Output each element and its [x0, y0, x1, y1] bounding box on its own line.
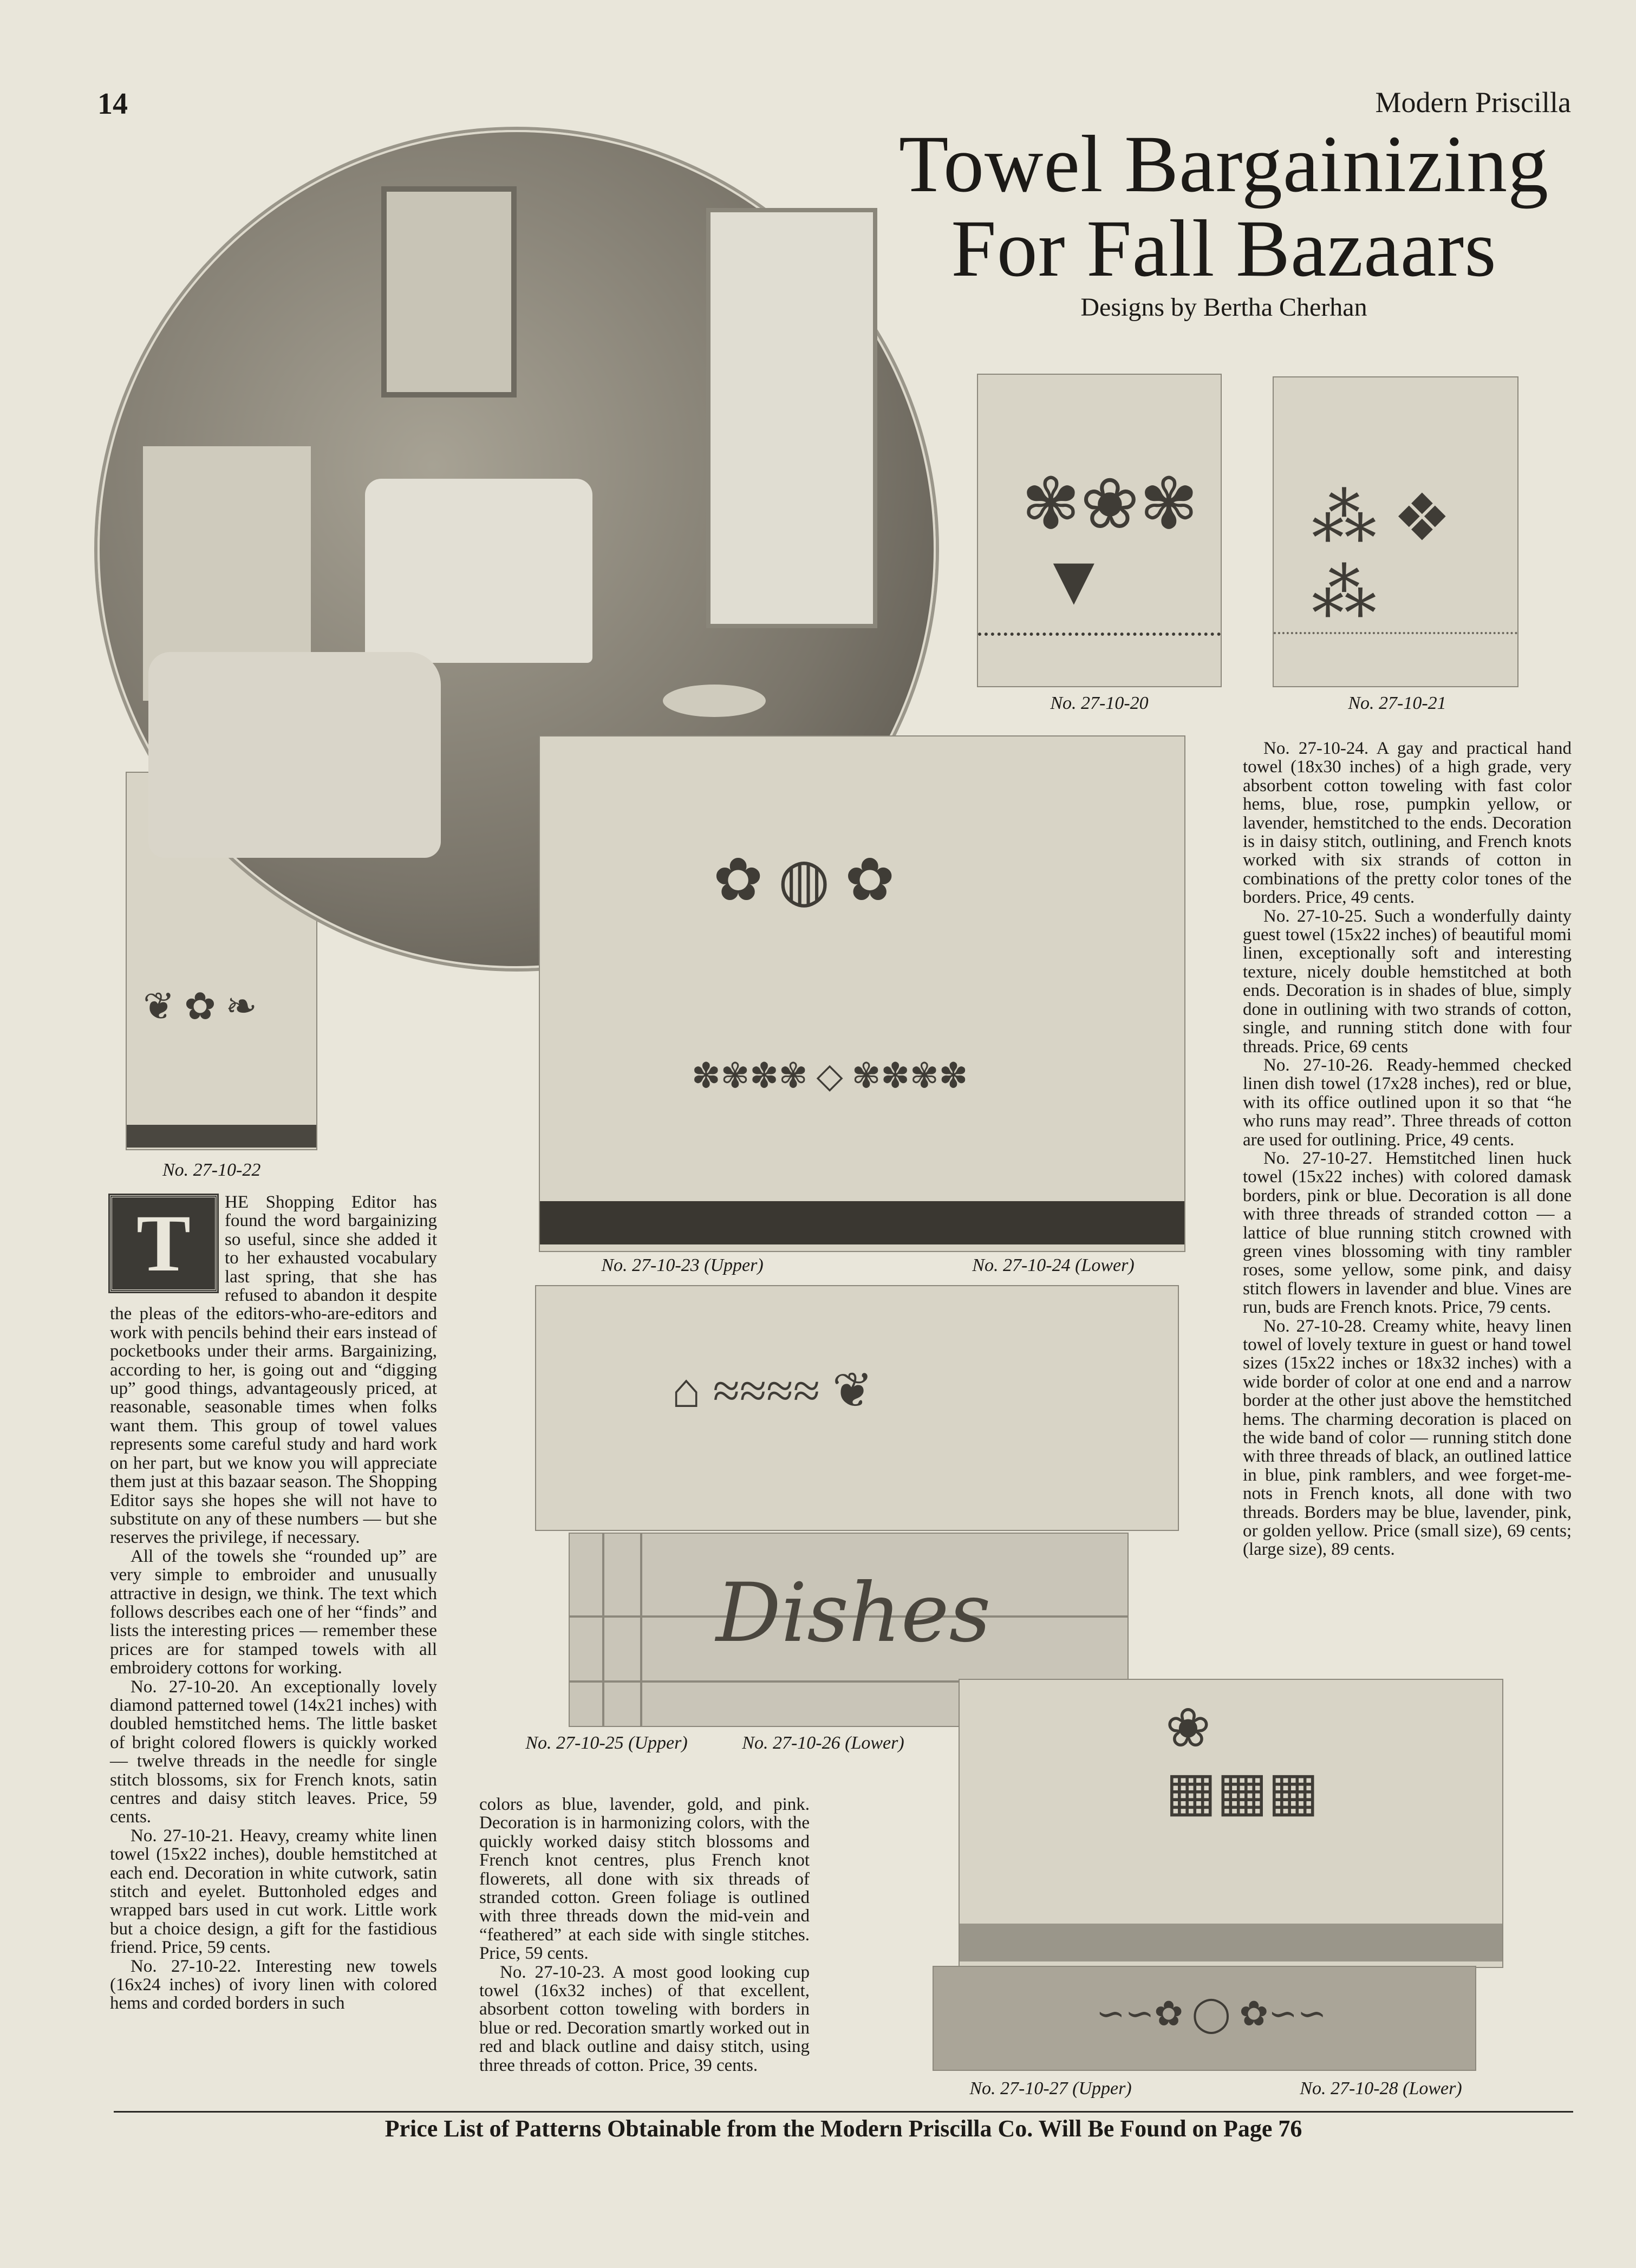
left-column	[110, 1193, 437, 2013]
towel-border	[127, 1125, 316, 1148]
caption-27-10-26: No. 27-10-26 (Lower)	[742, 1733, 904, 1753]
paragraph-27-10-22-cont: colors as blue, lavender, gold, and pink. Decoration is in harmonizing colors, with the quickly worked daisy stitch blossoms and French knot centres, plus French knot flowerets, all done with six threads of stranded cotton. Green foliage is outlined with three threads down the mid-vein and “feathered” at each side with single stitches. Price, 59 cents.	[479, 1795, 810, 1964]
dishes-lettering: Dishes	[716, 1566, 991, 1660]
right-column	[1243, 739, 1572, 1559]
middle-column	[479, 1795, 810, 2075]
towel-photo-28	[933, 1966, 1476, 2071]
towel-border	[540, 1201, 1184, 1244]
flower-chain-motif: ✽✾✽✾ ◇ ✾✽✾✽	[692, 1057, 968, 1095]
flower-basket-motif: ✾❀✾ ▼	[1021, 466, 1198, 620]
paragraph-27-10-28: No. 27-10-28. Creamy white, heavy linen towel of lovely texture in guest or hand towel sizes (15x22 inches or 18x32 inches) with a wide border of color at one end and a narrow border at the other just above the hemstitched hems. The charming decoration is placed on the wide band of color — running stitch done with three threads of black, an outlined lattice in blue, pink ramblers, and wee forget-me-nots in French knots, all done with two threads. Borders may be blue, lavender, pink, or golden yellow. Price (small size), 69 cents; (large size), 89 cents.	[1243, 1316, 1572, 1560]
paragraph-27-10-20: No. 27-10-20. An exceptionally lovely diamond patterned towel (14x21 inches) with doubled hemstitched hems. The little basket of bright colored flowers is quickly worked — twelve threads in the needle for single stitch blossoms, six for French knots, satin centres and daisy stitch leaves. Price, 59 cents.	[110, 1677, 437, 1827]
towel-photo-23-24	[539, 735, 1185, 1252]
caption-27-10-27: No. 27-10-27 (Upper)	[969, 2078, 1132, 2098]
caption-27-10-23: No. 27-10-23 (Upper)	[601, 1255, 764, 1275]
intro-paragraph: HE Shopping Editor has found the word bargainizing so useful, since she added it to her exhausted vocabulary last spring, that she has refused to abandon it despite the pleas of the editors-who-are-editors and work with pencils behind their ears instead of pocketbooks under their arms. Bargainizing, according to her, is going out and “digging up” good things, advantageously priced, at reasonable, seasonable times when folks want them. This group of towel values represents some careful study and hard work on her part, but we know you will appreciate them just at this bazaar season. The Shopping Editor says she hopes she will not have to substitute on any of these numbers — but she reserves the privilege, if necessary.	[110, 1192, 437, 1548]
paragraph-27-10-22: No. 27-10-22. Interesting new towels (16x24 inches) of ivory linen with colored hems and corded borders in such	[110, 1956, 437, 2013]
caption-27-10-21: No. 27-10-21	[1348, 693, 1446, 713]
footer-note: Price List of Patterns Obtainable from the Modern Priscilla Co. Will Be Found on Page 76	[384, 2115, 1302, 2142]
cutwork-motif: ⁂ ❖ ⁂	[1312, 482, 1451, 629]
paragraph-27-10-27: No. 27-10-27. Hemstitched linen huck towel (15x22 inches) with colored damask borders, pink or blue. Decoration is all done with three threads of stranded cotton — a lattice of blue running stitch crowned with green vines blossoming with tiny rambler roses, some yellow, some pink, and daisy stitch flowers in lavender and blue. Vines are run, buds are French knots. Price, 79 cents.	[1243, 1148, 1572, 1318]
hemstitch-line	[1274, 632, 1517, 640]
title-line-2: For Fall Bazaars	[951, 204, 1497, 294]
caption-27-10-20: No. 27-10-20	[1050, 693, 1149, 713]
paragraph-rounded-up: All of the towels she “rounded up” are very simple to embroider and unusually attractive in design, we think. The text which follows describes each one of her “finds” and lists the interesting prices — remember these prices are for stamped towels with all embroidery cottons for working.	[110, 1546, 437, 1678]
cup-motif: ✿ ◍ ✿	[713, 847, 895, 913]
medicine-cabinet	[381, 186, 517, 397]
byline: Designs by Bertha Cherhan	[1080, 293, 1367, 322]
paragraph-27-10-23: No. 27-10-23. A most good looking cup towel (16x32 inches) of that excellent, absorbent cotton toweling with borders in blue or red. Decoration smartly worked out in red and black outline and daisy stitch, using three threads of cotton. Price, 39 cents.	[479, 1962, 810, 2075]
caption-27-10-28: No. 27-10-28 (Lower)	[1300, 2078, 1462, 2098]
caption-27-10-25: No. 27-10-25 (Upper)	[525, 1733, 688, 1753]
paragraph-27-10-24: No. 27-10-24. A gay and practical hand towel (18x30 inches) of a high grade, very absorbent cotton toweling with fast color hems, blue, rose, pumpkin yellow, or lavender, hemstitched to the ends. Decoration is in daisy stitch, outlining, and French knots worked with six strands of cotton in combinations of the pretty color tones of the borders. Price, 49 cents.	[1243, 739, 1572, 908]
towel-photo-21	[1273, 376, 1518, 687]
caption-27-10-24: No. 27-10-24 (Lower)	[972, 1255, 1135, 1275]
pagoda-bridge-motif: ⌂ ≈≈≈≈ ❦	[672, 1364, 873, 1418]
bathtub	[148, 652, 441, 858]
paragraph-27-10-25: No. 27-10-25. Such a wonderfully dainty guest towel (15x22 inches) of beautiful momi linen, exceptionally soft and interesting texture, nicely double hemstitched at both ends. Decoration is in shades of blue, simply done in outlining with two strands of cotton, single, and running stitch done with four threads. Price, 69 cents	[1243, 906, 1572, 1057]
window	[706, 208, 877, 628]
forget-me-not-motif: ∽∽✿ ◯ ✿∽∽	[1096, 1995, 1327, 2033]
towel-photo-20	[977, 374, 1222, 687]
title-line-1: Towel Bargainizing	[898, 119, 1549, 209]
towel-photo-27	[959, 1679, 1503, 1968]
magazine-name: Modern Priscilla	[1375, 86, 1571, 119]
embroidery-motif: ❦ ✿ ❧	[143, 986, 257, 1028]
hemstitch-line	[978, 633, 1221, 641]
towel-border	[960, 1924, 1502, 1961]
page-number: 14	[97, 87, 128, 121]
drop-cap: T	[110, 1195, 217, 1292]
paragraph-27-10-26: No. 27-10-26. Ready-hemmed checked linen dish towel (17x28 inches), red or blue, with its office outlined upon it so that “he who runs may read”. Three threads of cotton are used for outlining. Price, 49 cents.	[1243, 1055, 1572, 1150]
caption-27-10-22: No. 27-10-22	[162, 1160, 261, 1180]
towel-photo-25	[535, 1285, 1179, 1531]
lattice-rose-motif: ❀ ▦▦▦	[1165, 1698, 1319, 1822]
paragraph-27-10-21: No. 27-10-21. Heavy, creamy white linen towel (15x22 inches), double hemstitched at each end. Decoration in white cutwork, satin stitch and eyelet. Buttonholed edges and wrapped bars used in cut work. Little work but a choice design, a gift for the fastidious friend. Price, 59 cents.	[110, 1826, 437, 1958]
article-title	[845, 119, 1603, 294]
sink	[365, 479, 592, 663]
footer-rule	[114, 2111, 1573, 2113]
stool	[663, 685, 766, 717]
